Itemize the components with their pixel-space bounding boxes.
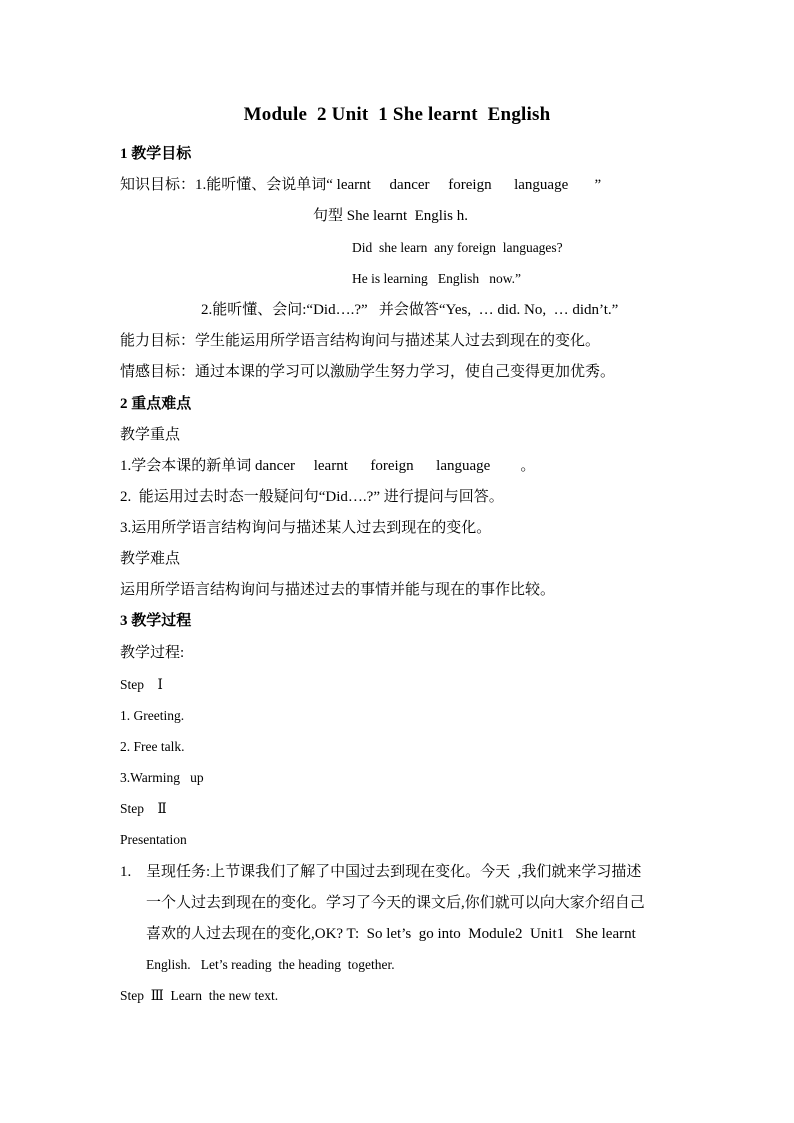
- greeting-item: 1. Greeting.: [120, 708, 185, 723]
- presentation-text-line4: English. Let’s reading the heading together.: [146, 957, 395, 972]
- sentence-pattern-line1: 句型 She learnt Englis h.: [313, 208, 468, 224]
- section-heading-process: 3 教学过程: [120, 613, 192, 629]
- presentation-label: Presentation: [120, 832, 187, 847]
- sentence-pattern-line3: He is learning English now.”: [352, 271, 521, 286]
- free-talk-item: 2. Free talk.: [120, 739, 185, 754]
- step-3-label: Step Ⅲ Learn the new text.: [120, 988, 279, 1003]
- difficulty-point: 运用所学语言结构询问与描述过去的事情并能与现在的事作比较。: [120, 582, 556, 598]
- section-heading-key-points: 2 重点难点: [120, 396, 192, 412]
- key-points-label: 教学重点: [120, 427, 181, 443]
- presentation-text-line3: 喜欢的人过去现在的变化,OK? T: So let’s go into Module2 Unit1 She learnt: [146, 926, 636, 942]
- presentation-text-line1: 呈现任务:上节课我们了解了中国过去到现在变化。今天 ,我们就来学习描述: [146, 864, 642, 880]
- knowledge-objective-line1: 知识目标：1.能听懂、会说单词“ learnt dancer foreign language ”: [120, 177, 602, 193]
- process-label: 教学过程:: [120, 645, 185, 661]
- knowledge-objective-line2: 2.能听懂、会问:“Did….?” 并会做答“Yes, … did. No, … didn’t.”: [201, 302, 619, 318]
- sentence-pattern-line2: Did she learn any foreign languages?: [352, 240, 563, 255]
- key-point-1: 1.学会本课的新单词 dancer learnt foreign language 。: [120, 458, 536, 474]
- difficulty-label: 教学难点: [120, 551, 181, 567]
- list-item-number: 1.: [120, 864, 132, 880]
- document-title: Module 2 Unit 1 She learnt English: [243, 104, 551, 125]
- warming-up-item: 3.Warming up: [120, 770, 204, 785]
- step-1-label: Step Ⅰ: [120, 677, 163, 692]
- step-2-label: Step Ⅱ: [120, 801, 167, 816]
- ability-objective: 能力目标：学生能运用所学语言结构询问与描述某人过去到现在的变化。: [120, 333, 601, 349]
- section-heading-objectives: 1 教学目标: [120, 146, 192, 162]
- presentation-text-line2: 一个人过去到现在的变化。学习了今天的课文后,你们就可以向大家介绍自己: [146, 895, 645, 911]
- key-point-2: 2. 能运用过去时态一般疑问句“Did….?” 进行提问与回答。: [120, 489, 504, 505]
- emotion-objective: 情感目标：通过本课的学习可以激励学生努力学习，使自己变得更加优秀。: [120, 364, 616, 380]
- key-point-3: 3.运用所学语言结构询问与描述某人过去到现在的变化。: [120, 520, 492, 536]
